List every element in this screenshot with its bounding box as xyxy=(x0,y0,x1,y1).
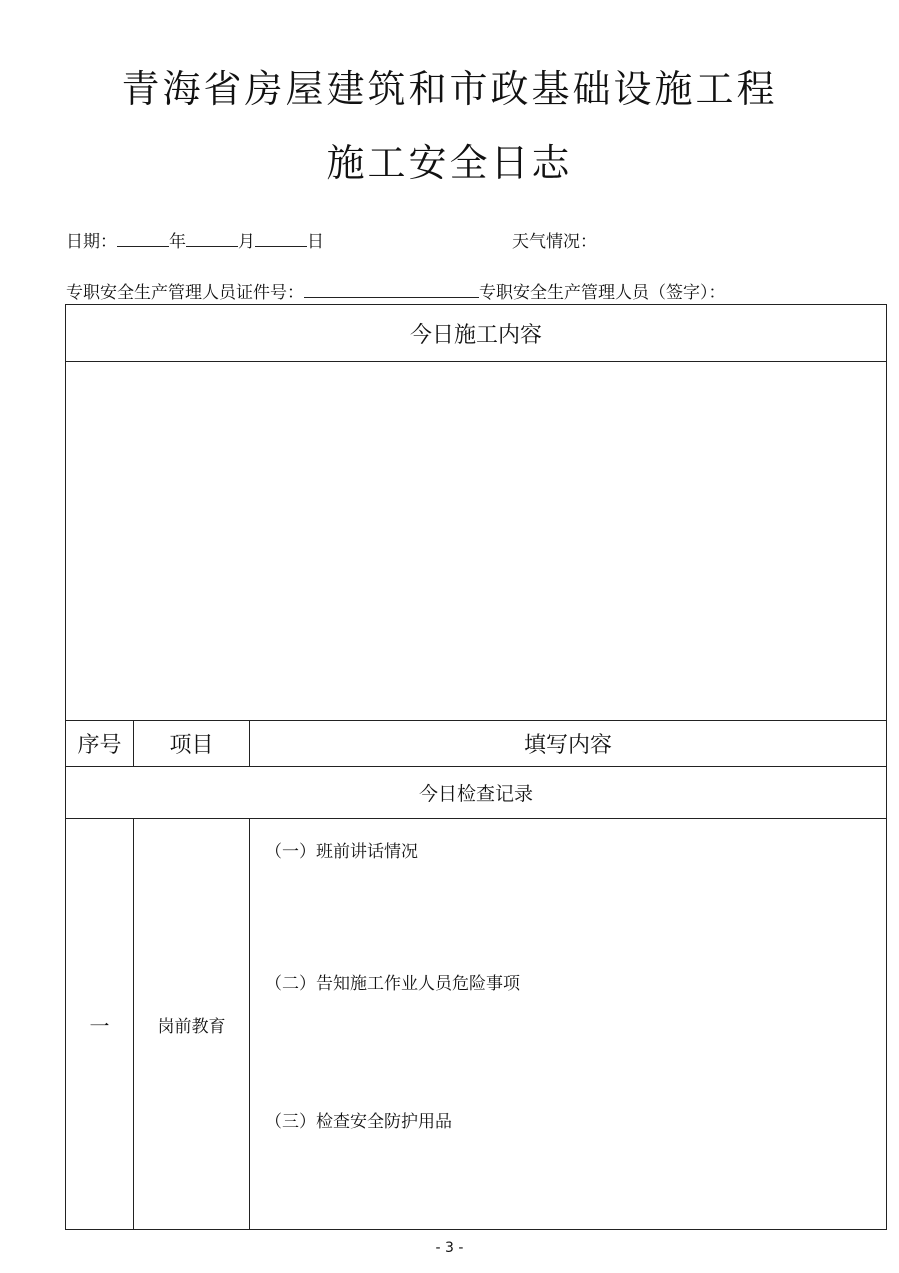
cert-label: 专职安全生产管理人员证件号： xyxy=(66,283,304,303)
row-item: 岗前教育 xyxy=(157,1016,226,1037)
weather-label: 天气情况： xyxy=(512,232,597,252)
day-blank[interactable] xyxy=(255,229,307,247)
document-title-line1: 青海省房屋建筑和市政基础设施工程 xyxy=(121,67,778,111)
year-blank[interactable] xyxy=(117,229,169,247)
page-number: - 3 - xyxy=(435,1240,464,1256)
check-record-header: 今日检查记录 xyxy=(418,783,533,805)
month-blank[interactable] xyxy=(186,229,238,247)
row-seq: 一 xyxy=(89,1013,110,1038)
day-label: 日 xyxy=(307,232,324,252)
col-header-item: 项目 xyxy=(169,733,214,758)
date-field xyxy=(66,227,324,252)
subitem-ppe-check[interactable]: （三）检查安全防护用品 xyxy=(265,1112,452,1132)
col-header-fill: 填写内容 xyxy=(523,733,612,758)
sign-label: 专职安全生产管理人员（签字）： xyxy=(479,283,726,303)
today-content-header: 今日施工内容 xyxy=(409,322,542,348)
date-label: 日期： xyxy=(66,232,117,252)
subitem-hazard-notice[interactable]: （二）告知施工作业人员危险事项 xyxy=(265,974,520,994)
cert-blank[interactable] xyxy=(304,280,479,298)
year-label: 年 xyxy=(169,232,186,252)
today-content-area[interactable] xyxy=(66,362,886,719)
document-title-line2: 施工安全日志 xyxy=(326,141,573,185)
col-header-seq: 序号 xyxy=(77,733,122,758)
safety-log-table xyxy=(65,304,887,1230)
month-label: 月 xyxy=(238,232,255,252)
cert-field xyxy=(66,278,726,303)
subitem-pre-shift-talk[interactable]: （一）班前讲话情况 xyxy=(265,842,418,862)
